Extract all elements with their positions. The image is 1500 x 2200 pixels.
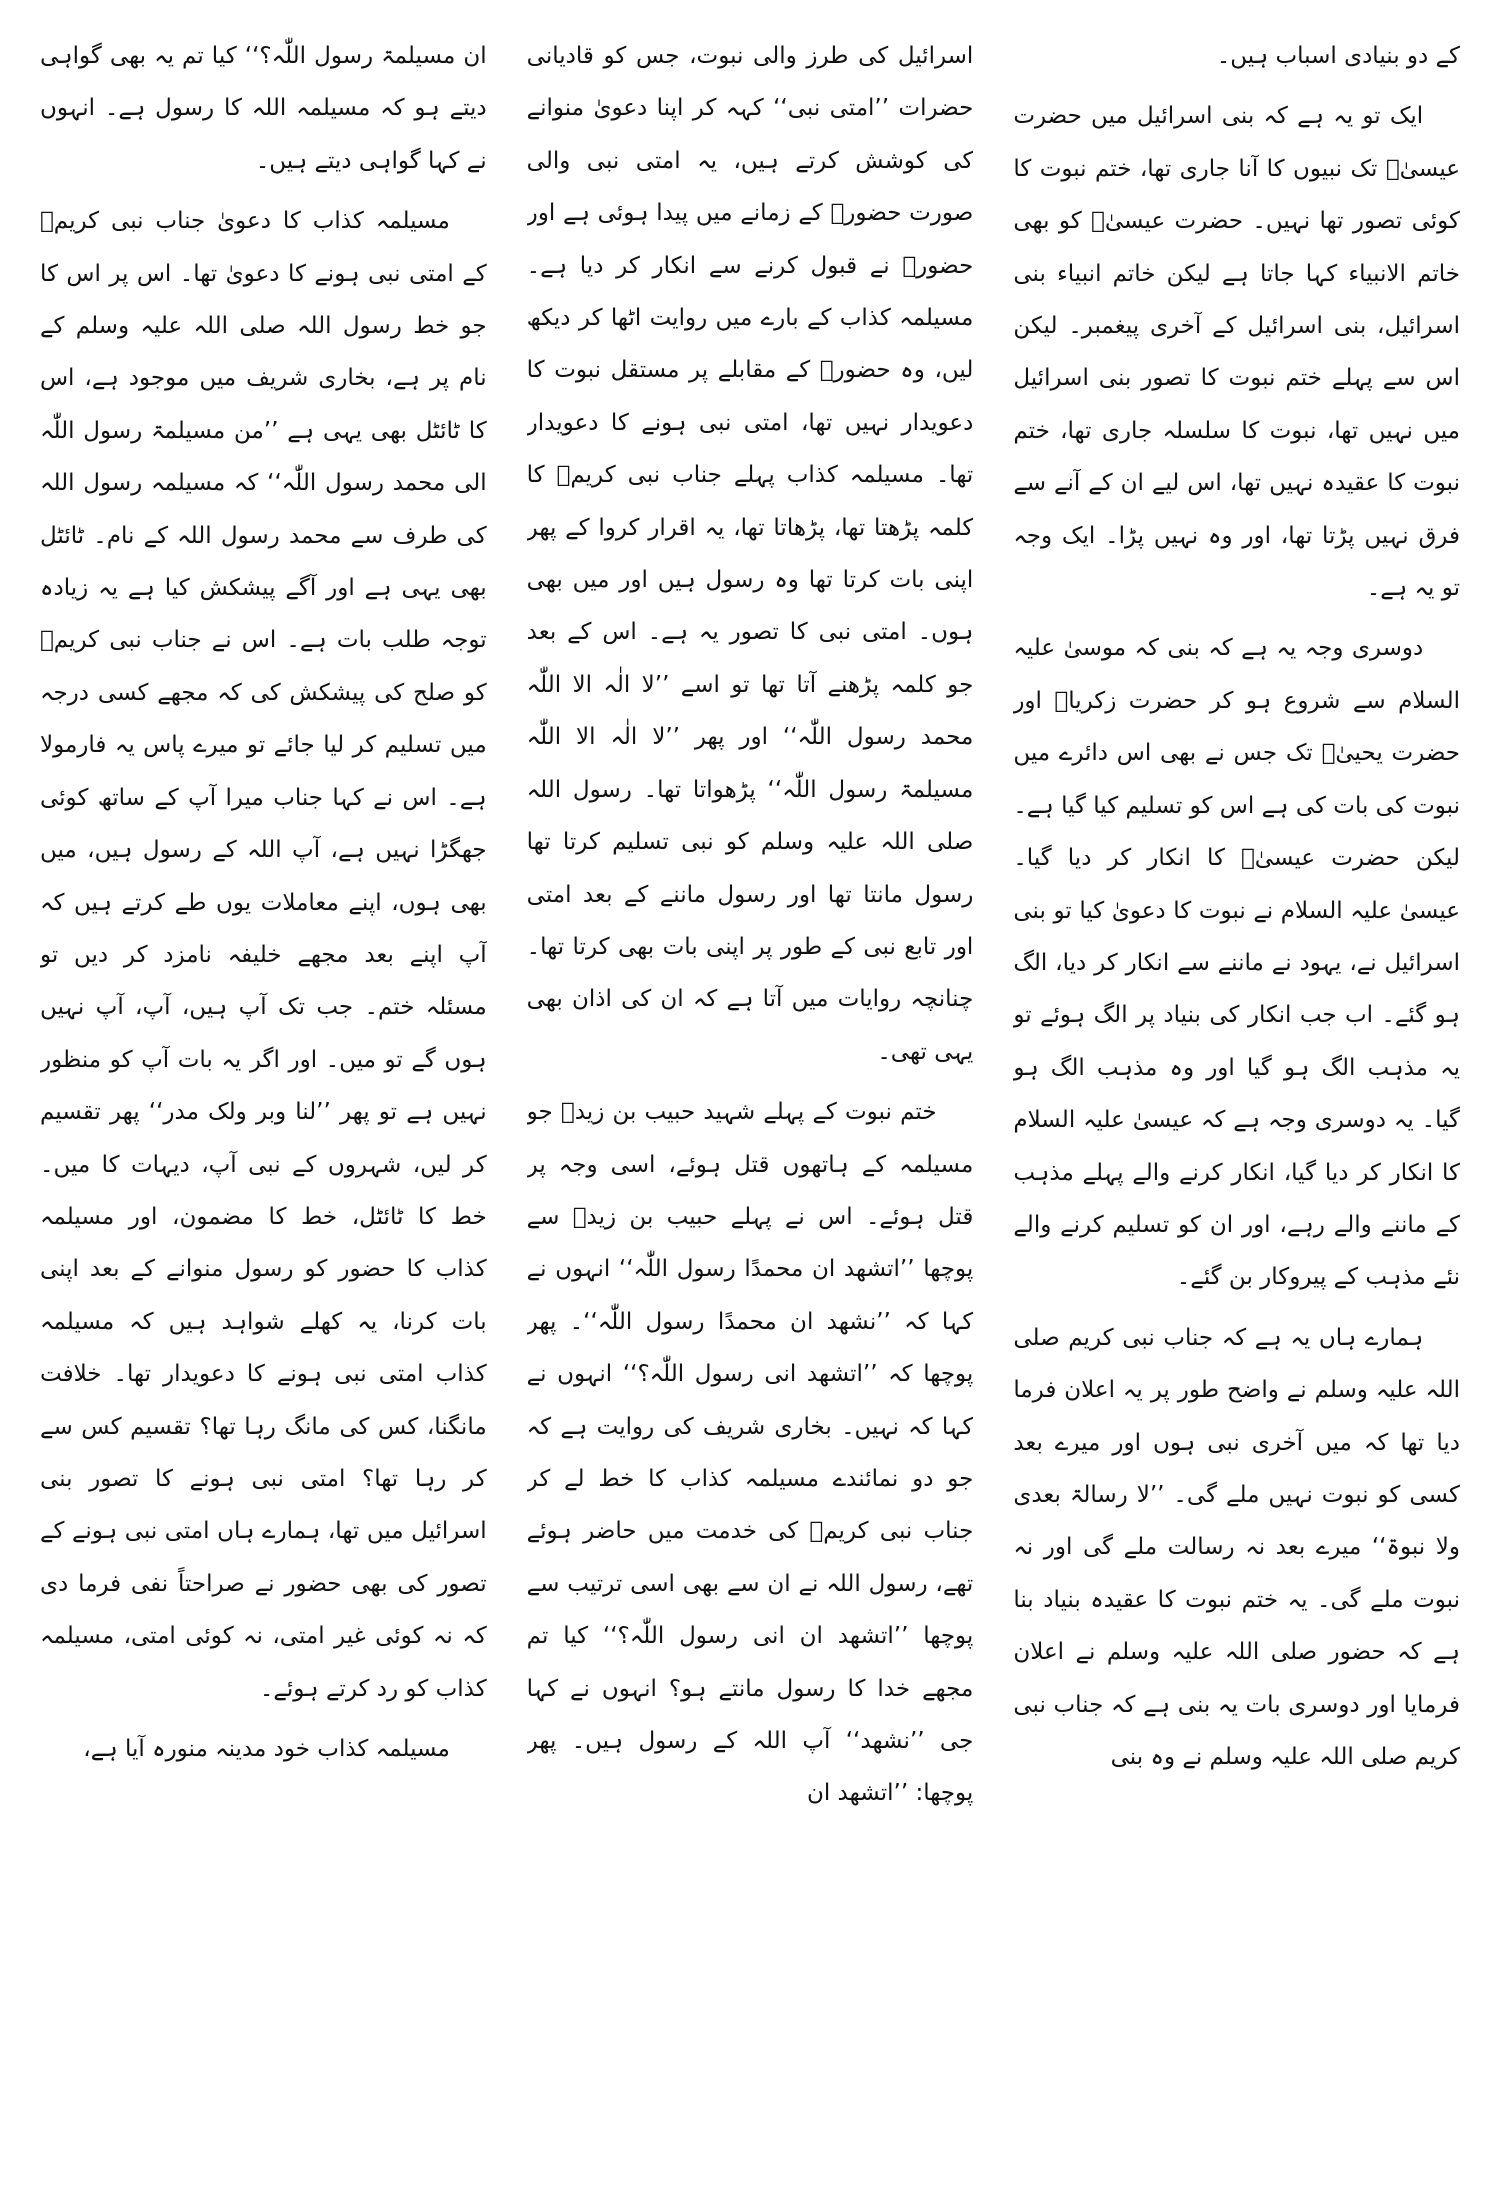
paragraph: ہمارے ہاں یہ ہے کہ جناب نبی کریم صلی اللہ علیہ وسلم نے واضح طور پر یہ اعلان فرما دیا تھا کہ میں آخری نبی ہوں اور میرے بعد کسی کو نبوت نہیں ملے گی۔ ’’لا رسالۃ بعدی ولا نبوۃ‘‘ میرے بعد نہ رسالت ملے گی اور نہ نبوت ملے گی۔ یہ ختم نبوت کا عقیدہ بنیاد بنا ہے کہ حضور صلی اللہ علیہ وسلم نے اعلان فرمایا اور دوسری بات یہ بنی ہے کہ جناب نبی کریم صلی اللہ علیہ وسلم نے وہ بنی [1013,1324,1460,1770]
paragraph: دوسری وجہ یہ ہے کہ بنی کہ موسیٰ علیہ السلام سے شروع ہو کر حضرت زکریاؑ اور حضرت یحییٰؑ تک جس نے بھی اس دائرے میں نبوت کی بات کی ہے اس کو تسلیم کیا گیا ہے۔ لیکن حضرت عیسیٰؑ کا انکار کر دیا گیا۔ عیسیٰ علیہ السلام نے نبوت کا دعویٰ کیا تو بنی اسرائیل نے، یہود نے ماننے سے انکار کر دیا، الگ ہو گئے۔ اب جب انکار کی بنیاد پر الگ ہوئے تو یہ مذہب الگ ہو گیا اور وہ مذہب الگ ہو گیا۔ یہ دوسری وجہ ہے کہ عیسیٰ علیہ السلام کا انکار کر دیا گیا، انکار کرنے والے پہلے مذہب کے ماننے والے رہے، اور ان کو تسلیم کرنے والے نئے مذہب کے پیروکار بن گئے۔ [1013,635,1460,1291]
paragraph: ایک تو یہ ہے کہ بنی اسرائیل میں حضرت عیسیٰؑ تک نبیوں کا آنا جاری تھا، ختم نبوت کا کوئی تصور تھا نہیں۔ حضرت عیسیٰؑ کو بھی خاتم الانبیاء کہا جاتا ہے لیکن خاتم انبیاء بنی اسرائیل، بنی اسرائیل کے آخری پیغمبر۔ لیکن اس سے پہلے ختم نبوت کا تصور بنی اسرائیل میں نہیں تھا، نبوت کا سلسلہ جاری تھا، ختم نبوت کا عقیدہ نہیں تھا، اس لیے ان کے آنے سے فرق نہیں پڑتا تھا، اور وہ نہیں پڑا۔ ایک وجہ تو یہ ہے۔ [1013,103,1460,602]
column-right [1013,30,1460,2180]
paragraph: ان مسیلمۃ رسول اللّٰہ؟‘‘ کیا تم یہ بھی گواہی دیتے ہو کہ مسیلمہ اللہ کا رسول ہے۔ انہوں نے کہا گواہی دیتے ہیں۔ [39,43,487,174]
paragraph: ختم نبوت کے پہلے شہید حبیب بن زیدؓ جو مسیلمہ کے ہاتھوں قتل ہوئے، اسی وجہ پر قتل ہوئے۔ اس نے پہلے حبیب بن زیدؓ سے پوچھا ’’اتشھد ان محمدًا رسول اللّٰہ‘‘ انہوں نے کہا کہ ’’نشھد ان محمدًا رسول اللّٰہ‘‘۔ پھر پوچھا کہ ’’اتشھد انی رسول اللّٰہ؟‘‘ انہوں نے کہا کہ نہیں۔ بخاری شریف کی روایت ہے کہ جو دو نمائندے مسیلمہ کذاب کا خط لے کر جناب نبی کریمؐ کی خدمت میں حاضر ہوئے تھے، رسول اللہ نے ان سے بھی اسی ترتیب سے پوچھا ’’اتشھد ان انی رسول اللّٰہ؟‘‘ کیا تم مجھے خدا کا رسول مانتے ہو؟ انہوں نے کہا جی ’’نشھد‘‘ آپ اللہ کے رسول ہیں۔ پھر پوچھا: ’’اتشھد ان [526,1099,974,1807]
paragraph: اسرائیل کی طرز والی نبوت، جس کو قادیانی حضرات ’’امتی نبی‘‘ کہہ کر اپنا دعویٰ منوانے کی کوشش کرتے ہیں، یہ امتی نبی والی صورت حضورؐ کے زمانے میں پیدا ہوئی ہے اور حضورؐ نے قبول کرنے سے انکار کر دیا ہے۔ مسیلمہ کذاب کے بارے میں روایت اٹھا کر دیکھ لیں، وہ حضورؐ کے مقابلے پر مستقل نبوت کا دعویدار نہیں تھا، امتی نبی ہونے کا دعویدار تھا۔ مسیلمہ کذاب پہلے جناب نبی کریمؐ کا کلمہ پڑھتا تھا، پڑھاتا تھا، یہ اقرار کروا کے پھر اپنی بات کرتا تھا وہ رسول ہیں اور میں بھی ہوں۔ امتی نبی کا تصور یہ ہے۔ اس کے بعد جو کلمہ پڑھنے آتا تھا تو اسے ’’لا الٰہ الا اللّٰہ محمد رسول اللّٰہ‘‘ اور پھر ’’لا الٰہ الا اللّٰہ مسیلمۃ رسول اللّٰہ‘‘ پڑھواتا تھا۔ رسول اللہ صلی اللہ علیہ وسلم کو نبی تسلیم کرتا تھا رسول مانتا تھا اور رسول ماننے کے بعد امتی اور تابع نبی کے طور پر اپنی بات بھی کرتا تھا۔ چنانچہ روایات میں آتا ہے کہ ان کی اذان بھی یہی تھی۔ [526,43,974,1065]
column-left [40,30,487,2180]
paragraph: کے دو بنیادی اسباب ہیں۔ [1216,43,1460,69]
column-middle [527,30,974,2180]
paragraph: مسیلمہ کذاب کا دعویٰ جناب نبی کریمؐ کے امتی نبی ہونے کا دعویٰ تھا۔ اس پر اس کا جو خط رسول اللہ صلی اللہ علیہ وسلم کے نام پر ہے، بخاری شریف میں موجود ہے، اس کا ٹائٹل بھی یہی ہے ’’من مسیلمۃ رسول اللّٰہ الی محمد رسول اللّٰہ‘‘ کہ مسیلمہ رسول اللہ کی طرف سے محمد رسول اللہ کے نام۔ ٹائٹل بھی یہی ہے اور آگے پیشکش کیا ہے یہ زیادہ توجہ طلب بات ہے۔ اس نے جناب نبی کریمؐ کو صلح کی پیشکش کی کہ مجھے کسی درجہ میں تسلیم کر لیا جائے تو میرے پاس یہ فارمولا ہے۔ اس نے کہا جناب میرا آپ کے ساتھ کوئی جھگڑا نہیں ہے، آپ اللہ کے رسول ہیں، میں بھی ہوں، اپنے معاملات یوں طے کرتے ہیں کہ آپ اپنے بعد مجھے خلیفہ نامزد کر دیں تو مسئلہ ختم۔ جب تک آپ ہیں، آپ، آپ نہیں ہوں گے تو میں۔ اور اگر یہ بات آپ کو منظور نہیں ہے تو پھر ’’لنا وبر ولک مدر‘‘ پھر تقسیم کر لیں، شہروں کے نبی آپ، دیہات کا میں۔ خط کا ٹائٹل، خط کا مضمون، اور مسیلمہ کذاب کا حضور کو رسول منوانے کے بعد اپنی بات کرنا، یہ کھلے شواہد ہیں کہ مسیلمہ کذاب امتی نبی ہونے کا دعویدار تھا۔ خلافت مانگنا، کس کی مانگ رہا تھا؟ تقسیم کس سے کر رہا تھا؟ امتی نبی ہونے کا تصور بنی اسرائیل میں تھا، ہمارے ہاں امتی نبی ہونے کے تصور کی بھی حضور نے صراحتاً نفی فرما دی کہ نہ کوئی غیر امتی، نہ کوئی امتی، مسیلمہ کذاب کو رد کرتے ہوئے۔ [39,208,487,1702]
article-columns [40,30,1460,2180]
paragraph: مسیلمہ کذاب خود مدینہ منورہ آیا ہے، [83,1736,450,1762]
